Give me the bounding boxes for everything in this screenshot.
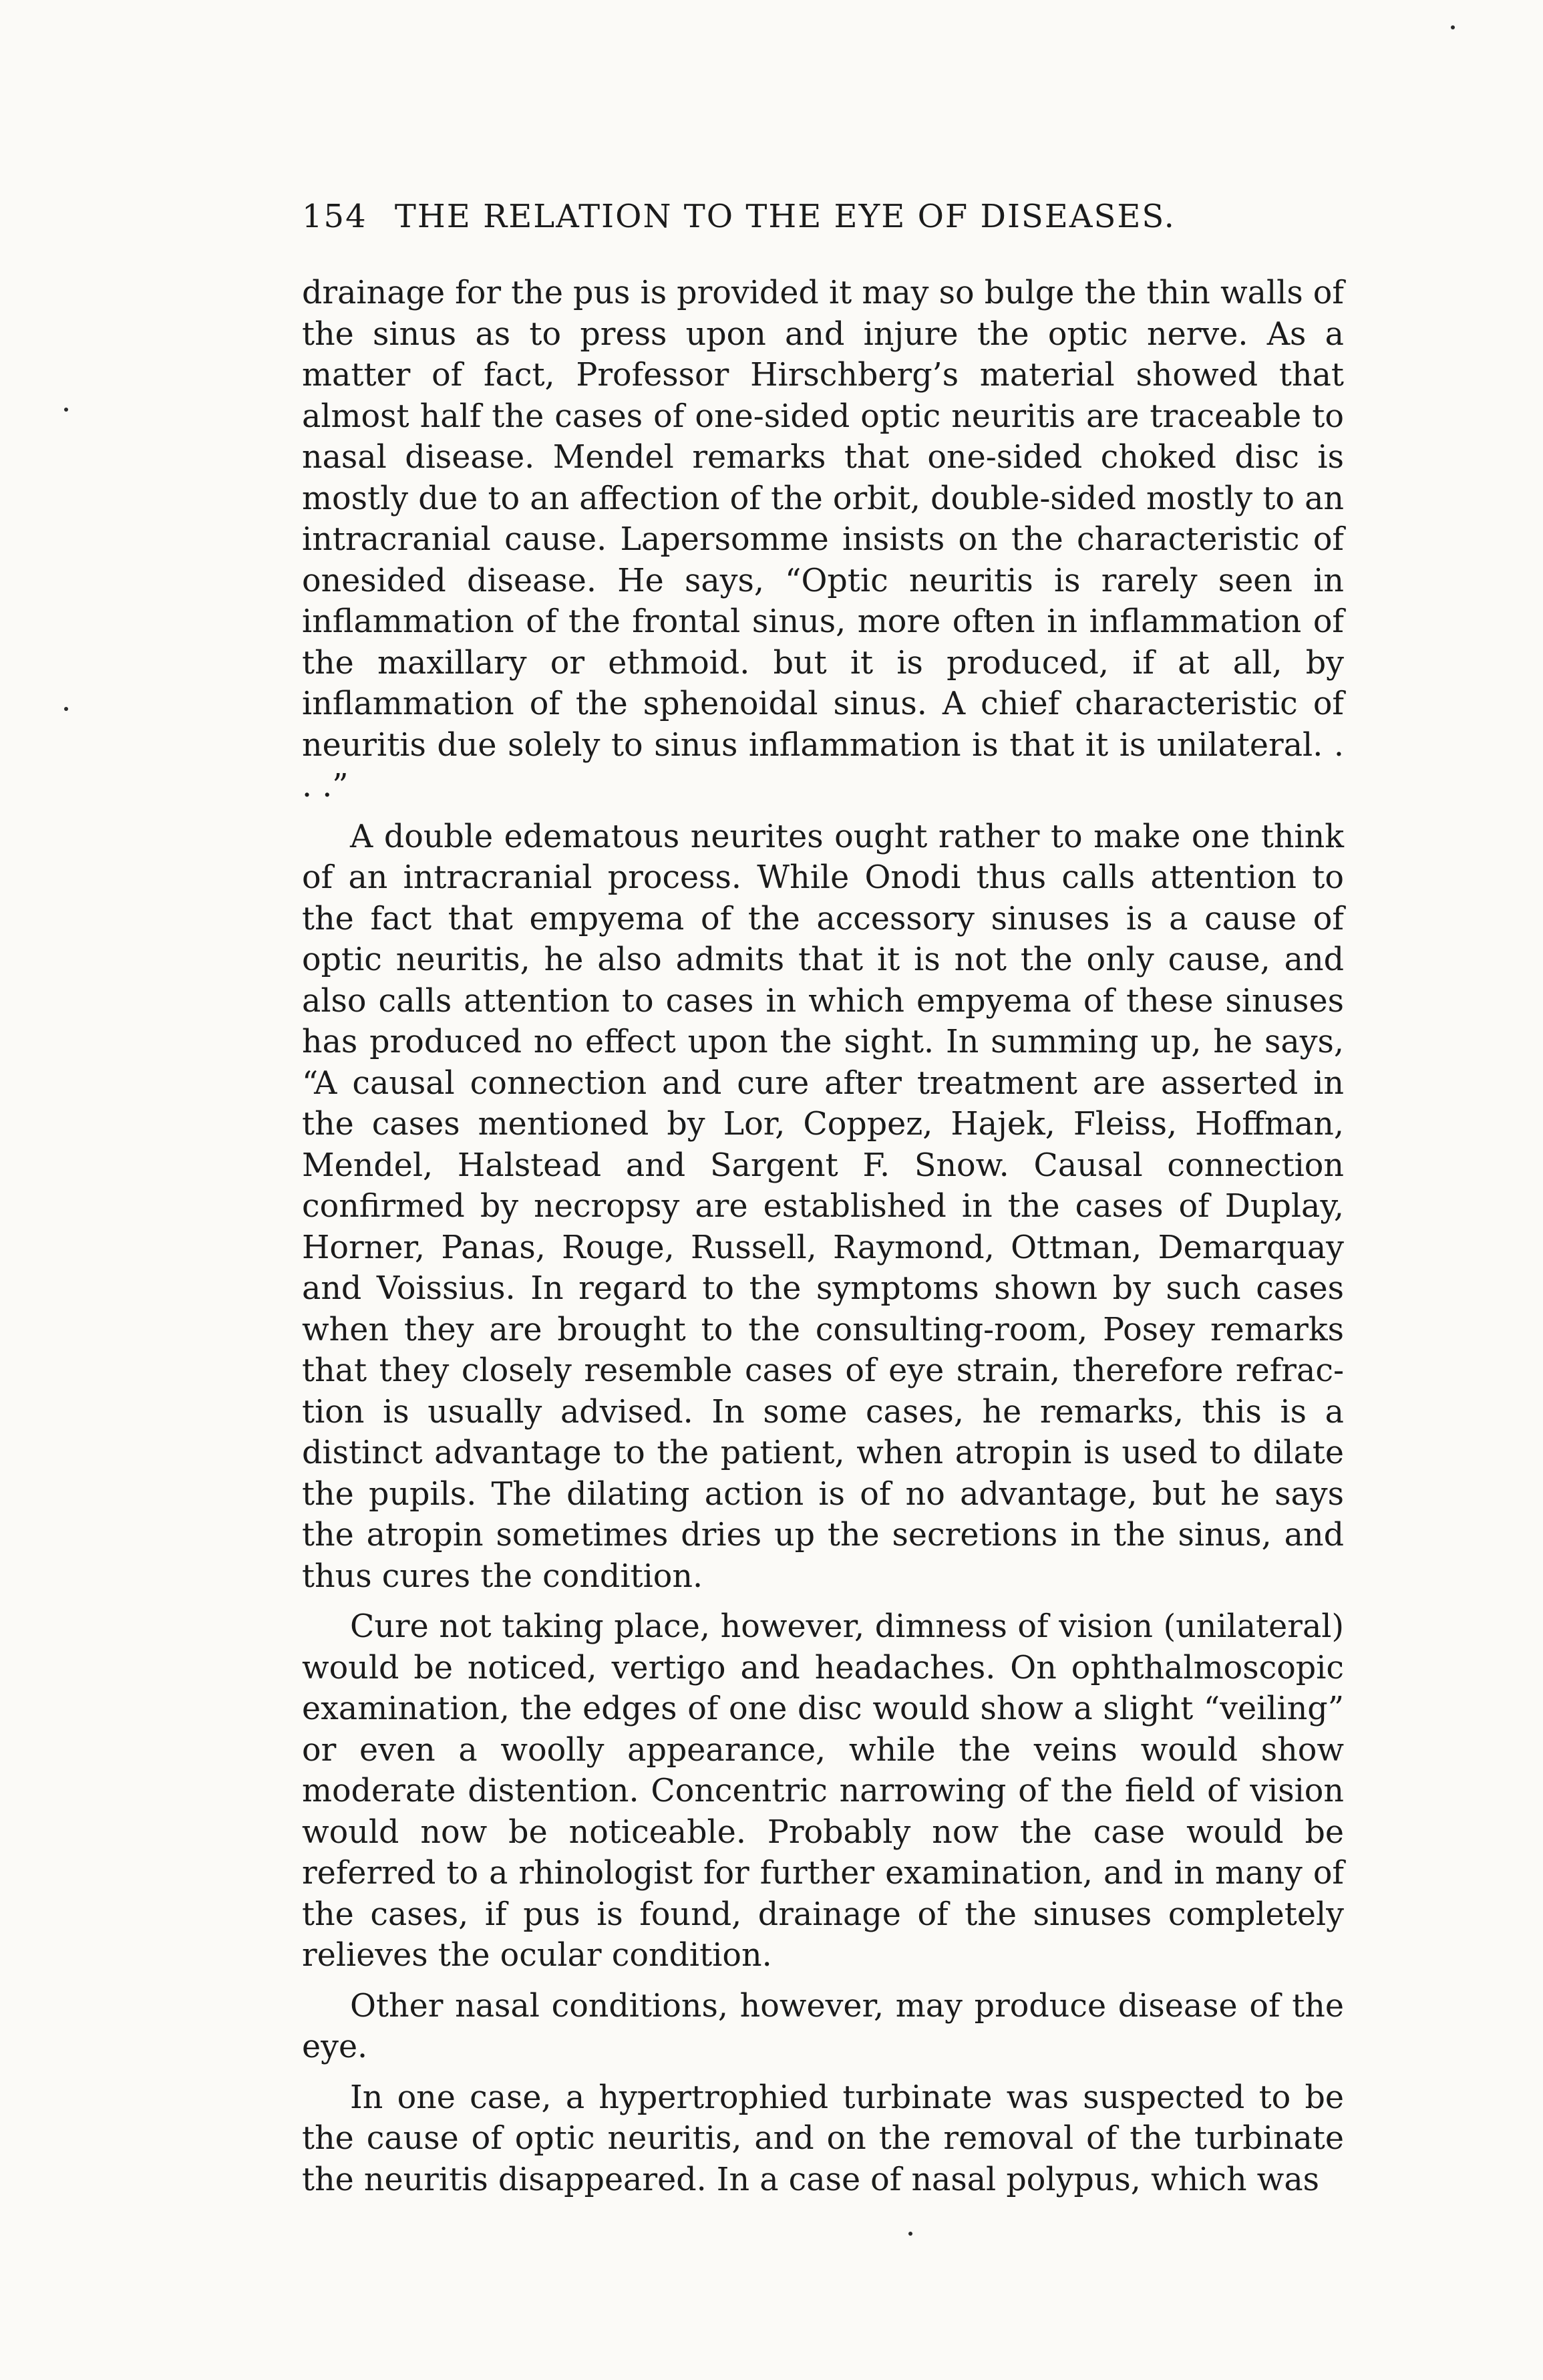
margin-dot-mark <box>908 2232 912 2236</box>
paragraph: A double edematous neurites ought rather to make one think of an intracranial process. While Onodi thus calls attention to the fact that empyema of the accessory sinuses is a cause of optic neuritis, he also admits that it is not the only cause, and also calls attention to cases in which empyema of these sinuses has produced no effect upon the sight. In summing up, he says, “A causal connection and cure after treatment are asserted in the cases mentioned by Lor, Coppez, Hajek, Fleiss, Hoffman, Mendel, Halstead and Sargent F. Snow. Causal connection confirmed by necropsy are established in the cases of Duplay, Horner, Panas, Rouge, Russell, Raymond, Ottman, Demarquay and Voissius. In regard to the symptoms shown by such cases when they are brought to the consulting-room, Posey remarks that they closely resemble cases of eye strain, therefore refraction is usually advised. In some cases, he remarks, this is a distinct advantage to the patient, when atropin is used to dilate the pupils. The dilating action is of no advantage, but he says the atropin sometimes dries up the secretions in the sinus, and thus cures the condition. <box>302 818 1344 1595</box>
paragraph: Cure not taking place, however, dimness of vision (unilateral) would be noticed, vertigo and headaches. On ophthalmoscopic examination, the edges of one disc would show a slight “veiling” or even a woolly appearance, while the veins would show moderate distention. Concentric narrowing of the field of vision would now be noticeable. Probably now the case would be referred to a rhinologist for further examination, and in many of the cases, if pus is found, drainage of the sinuses completely relieves the ocular condition. <box>302 1608 1344 1974</box>
margin-dot-mark <box>64 408 68 412</box>
paragraph: Other nasal conditions, however, may produce disease of the eye. <box>302 1987 1344 2065</box>
running-title: THE RELATION TO THE EYE OF DISEASES. <box>394 198 1176 235</box>
margin-dot-mark <box>64 707 68 711</box>
paragraph: In one case, a hypertrophied turbinate was suspected to be the cause of optic neuritis, and on the removal of the turbinate the neuritis disappeared. In a case of nasal polypus, which was <box>302 2079 1344 2198</box>
page-text <box>302 200 1344 2210</box>
paragraph-continued: drainage for the pus is provided it may so bulge the thin walls of the sinus as to press upon and injure the optic nerve. As a matter of fact, Professor Hirschberg’s material showed that almost half the cases of one-sided optic neuritis are traceable to nasal disease. Mendel remarks that one-sided choked disc is mostly due to an affection of the orbit, double-sided mostly to an intracranial cause. Lapersomme insists on the characteristic of onesided disease. He says, “Optic neuritis is rarely seen in inflammation of the frontal sinus, more often in inflammation of the maxillary or ethmoid. but it is produced, if at all, by inflammation of the sphenoidal sinus. A chief characteristic of neuritis due solely to sinus inflammation is that it is unilateral. . . .” <box>302 275 1344 804</box>
margin-dot-mark <box>1451 25 1455 29</box>
page-number: 154 <box>302 198 367 235</box>
running-head <box>302 200 1344 233</box>
